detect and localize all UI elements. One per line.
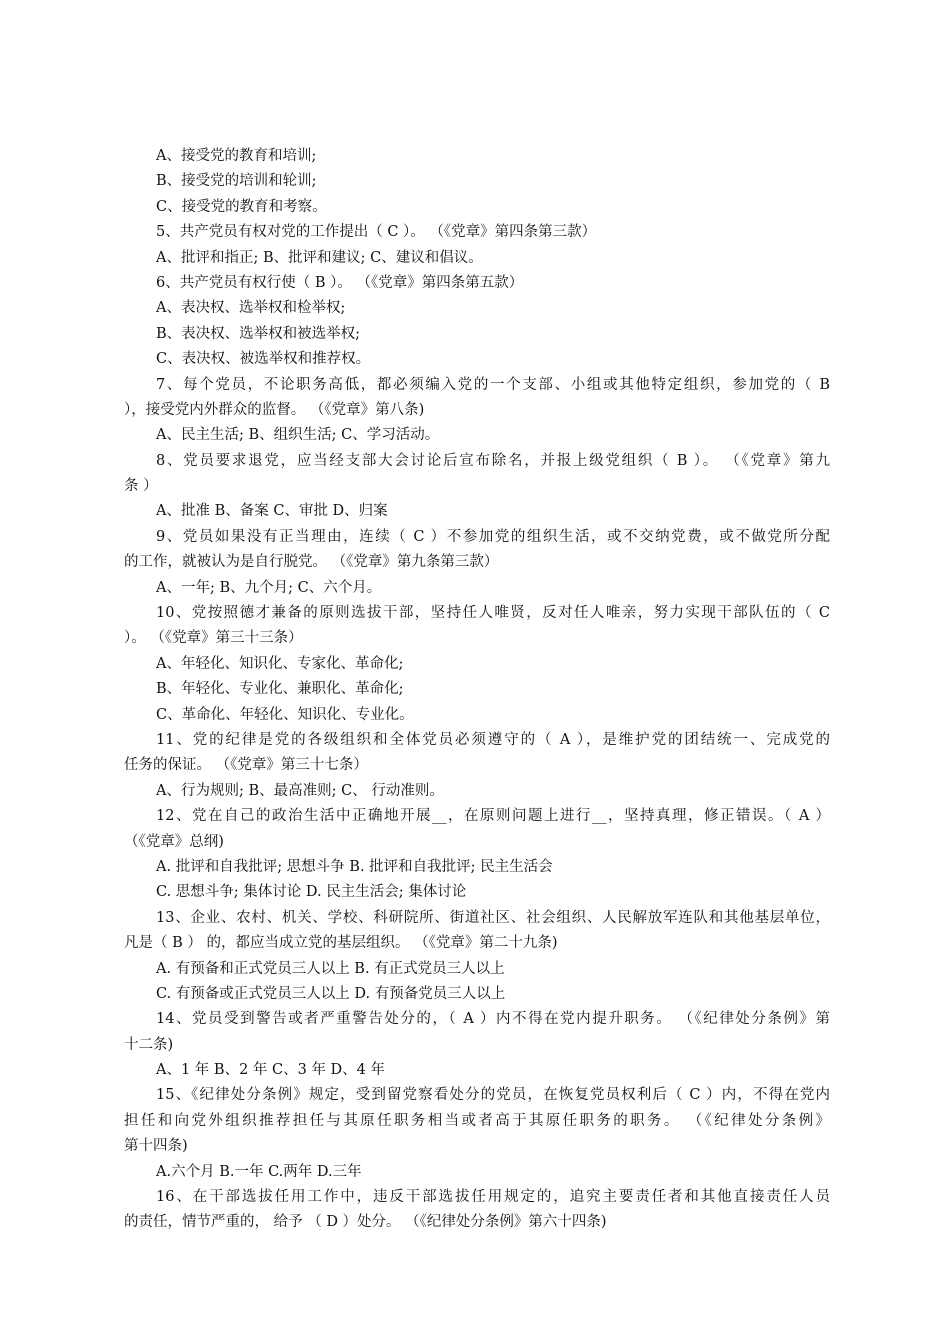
text-line: A、批评和指正; B、批评和建议; C、建议和倡议。 xyxy=(156,249,483,266)
text-line: ），接受党内外群众的监督。 （《党章》第八条) xyxy=(124,401,425,418)
text-line: A. 批评和自我批评; 思想斗争 B. 批评和自我批评; 民主生活会 xyxy=(156,858,553,875)
text-line: 13、企业、农村、机关、学校、科研院所、街道社区、社会组织、人民解放军连队和其他基层单位， xyxy=(156,909,830,926)
text-line: B、表决权、选举权和被选举权; xyxy=(156,325,361,342)
text-line: 9、党员如果没有正当理由，连续（ C ）不参加党的组织生活，或不交纳党费，或不做党所分配 xyxy=(156,528,830,545)
text-line: 担任和向党外组织推荐担任与其原任职务相当或者高于其原任职务的职务。 （《纪律处分条例》 xyxy=(124,1112,830,1129)
text-line: B、接受党的培训和轮训; xyxy=(156,173,317,190)
text-line: A、接受党的教育和培训; xyxy=(156,148,317,164)
text-line: 14、党员受到警告或者严重警告处分的，（ A ）内不得在党内提升职务。 （《纪律处分条例》第 xyxy=(156,1011,830,1028)
text-line: 7、每个党员，不论职务高低，都必须编入党的一个支部、小组或其他特定组织，参加党的（ B xyxy=(156,376,830,393)
text-line: A、年轻化、知识化、专家化、革命化; xyxy=(156,655,404,672)
text-line: 的工作，就被认为是自行脱党。 （《党章》第九条第三款） xyxy=(124,554,499,571)
text-line: A、民主生活; B、组织生活; C、学习活动。 xyxy=(156,427,440,444)
text-line: C、革命化、年轻化、知识化、专业化。 xyxy=(156,706,414,723)
text-line: 条 ） xyxy=(124,478,158,495)
text-line: 8、党员要求退党，应当经支部大会讨论后宣布除名，并报上级党组织（ B ）。 （《党章》第九 xyxy=(156,452,830,469)
text-line: A、行为规则; B、最高准则; C、 行动准则。 xyxy=(156,782,444,799)
text-line: C. 思想斗争; 集体讨论 D. 民主生活会; 集体讨论 xyxy=(156,884,467,901)
text-line: 6、共产党员有权行使（ B ）。 （《党章》第四条第五款） xyxy=(156,274,524,291)
text-line: 十二条) xyxy=(124,1036,174,1053)
text-line: 凡是（ B ） 的，都应当成立党的基层组织。 （《党章》第二十九条) xyxy=(124,935,558,952)
text-line: A、1 年 B、2 年 C、3 年 D、4 年 xyxy=(156,1062,386,1079)
text-line: A. 有预备和正式党员三人以上 B. 有正式党员三人以上 xyxy=(156,960,505,977)
text-line: 第十四条) xyxy=(124,1138,188,1155)
text-line: A、批准 B、备案 C、审批 D、归案 xyxy=(156,503,388,520)
text-line: B、年轻化、专业化、兼职化、革命化; xyxy=(156,681,404,698)
text-line: C. 有预备或正式党员三人以上 D. 有预备党员三人以上 xyxy=(156,985,506,1002)
text-line: 的责任，情节严重的， 给予 （ D ）处分。 （《纪律处分条例》第六十四条) xyxy=(124,1214,607,1231)
text-line: C、表决权、被选举权和推荐权。 xyxy=(156,351,371,368)
text-line: C、接受党的教育和考察。 xyxy=(156,198,327,215)
text-line: 16、在干部选拔任用工作中，违反干部选拔任用规定的，追究主要责任者和其他直接责任人员 xyxy=(156,1189,830,1206)
text-line: 10、党按照德才兼备的原则选拔干部，坚持任人唯贤，反对任人唯亲，努力实现干部队伍的（ C xyxy=(156,605,830,622)
text-line: A、一年; B、九个月; C、六个月。 xyxy=(156,579,382,596)
text-line: 任务的保证。 （《党章》第三十七条） xyxy=(124,757,368,774)
text-line: A、表决权、选举权和检举权; xyxy=(156,300,346,317)
text-line: A.六个月 B.一年 C.两年 D.三年 xyxy=(156,1163,362,1180)
text-line: 12、党在自己的政治生活中正确地开展__，在原则问题上进行__，坚持真理，修正错误。（ A ） xyxy=(156,808,830,825)
text-line: ）。 （《党章》第三十三条） xyxy=(124,630,303,647)
text-line: 5、共产党员有权对党的工作提出（ C ）。 （《党章》第四条第三款） xyxy=(156,224,597,241)
document-body xyxy=(124,144,830,1236)
text-line: 11、党的纪律是党的各级组织和全体党员必须遵守的（ A ），是维护党的团结统一、完成党的 xyxy=(156,731,830,748)
text-line: 15、《纪律处分条例》规定，受到留党察看处分的党员，在恢复党员权利后（ C ）内，不得在党内 xyxy=(156,1087,830,1104)
text-line: （《党章》总纲) xyxy=(124,833,224,850)
